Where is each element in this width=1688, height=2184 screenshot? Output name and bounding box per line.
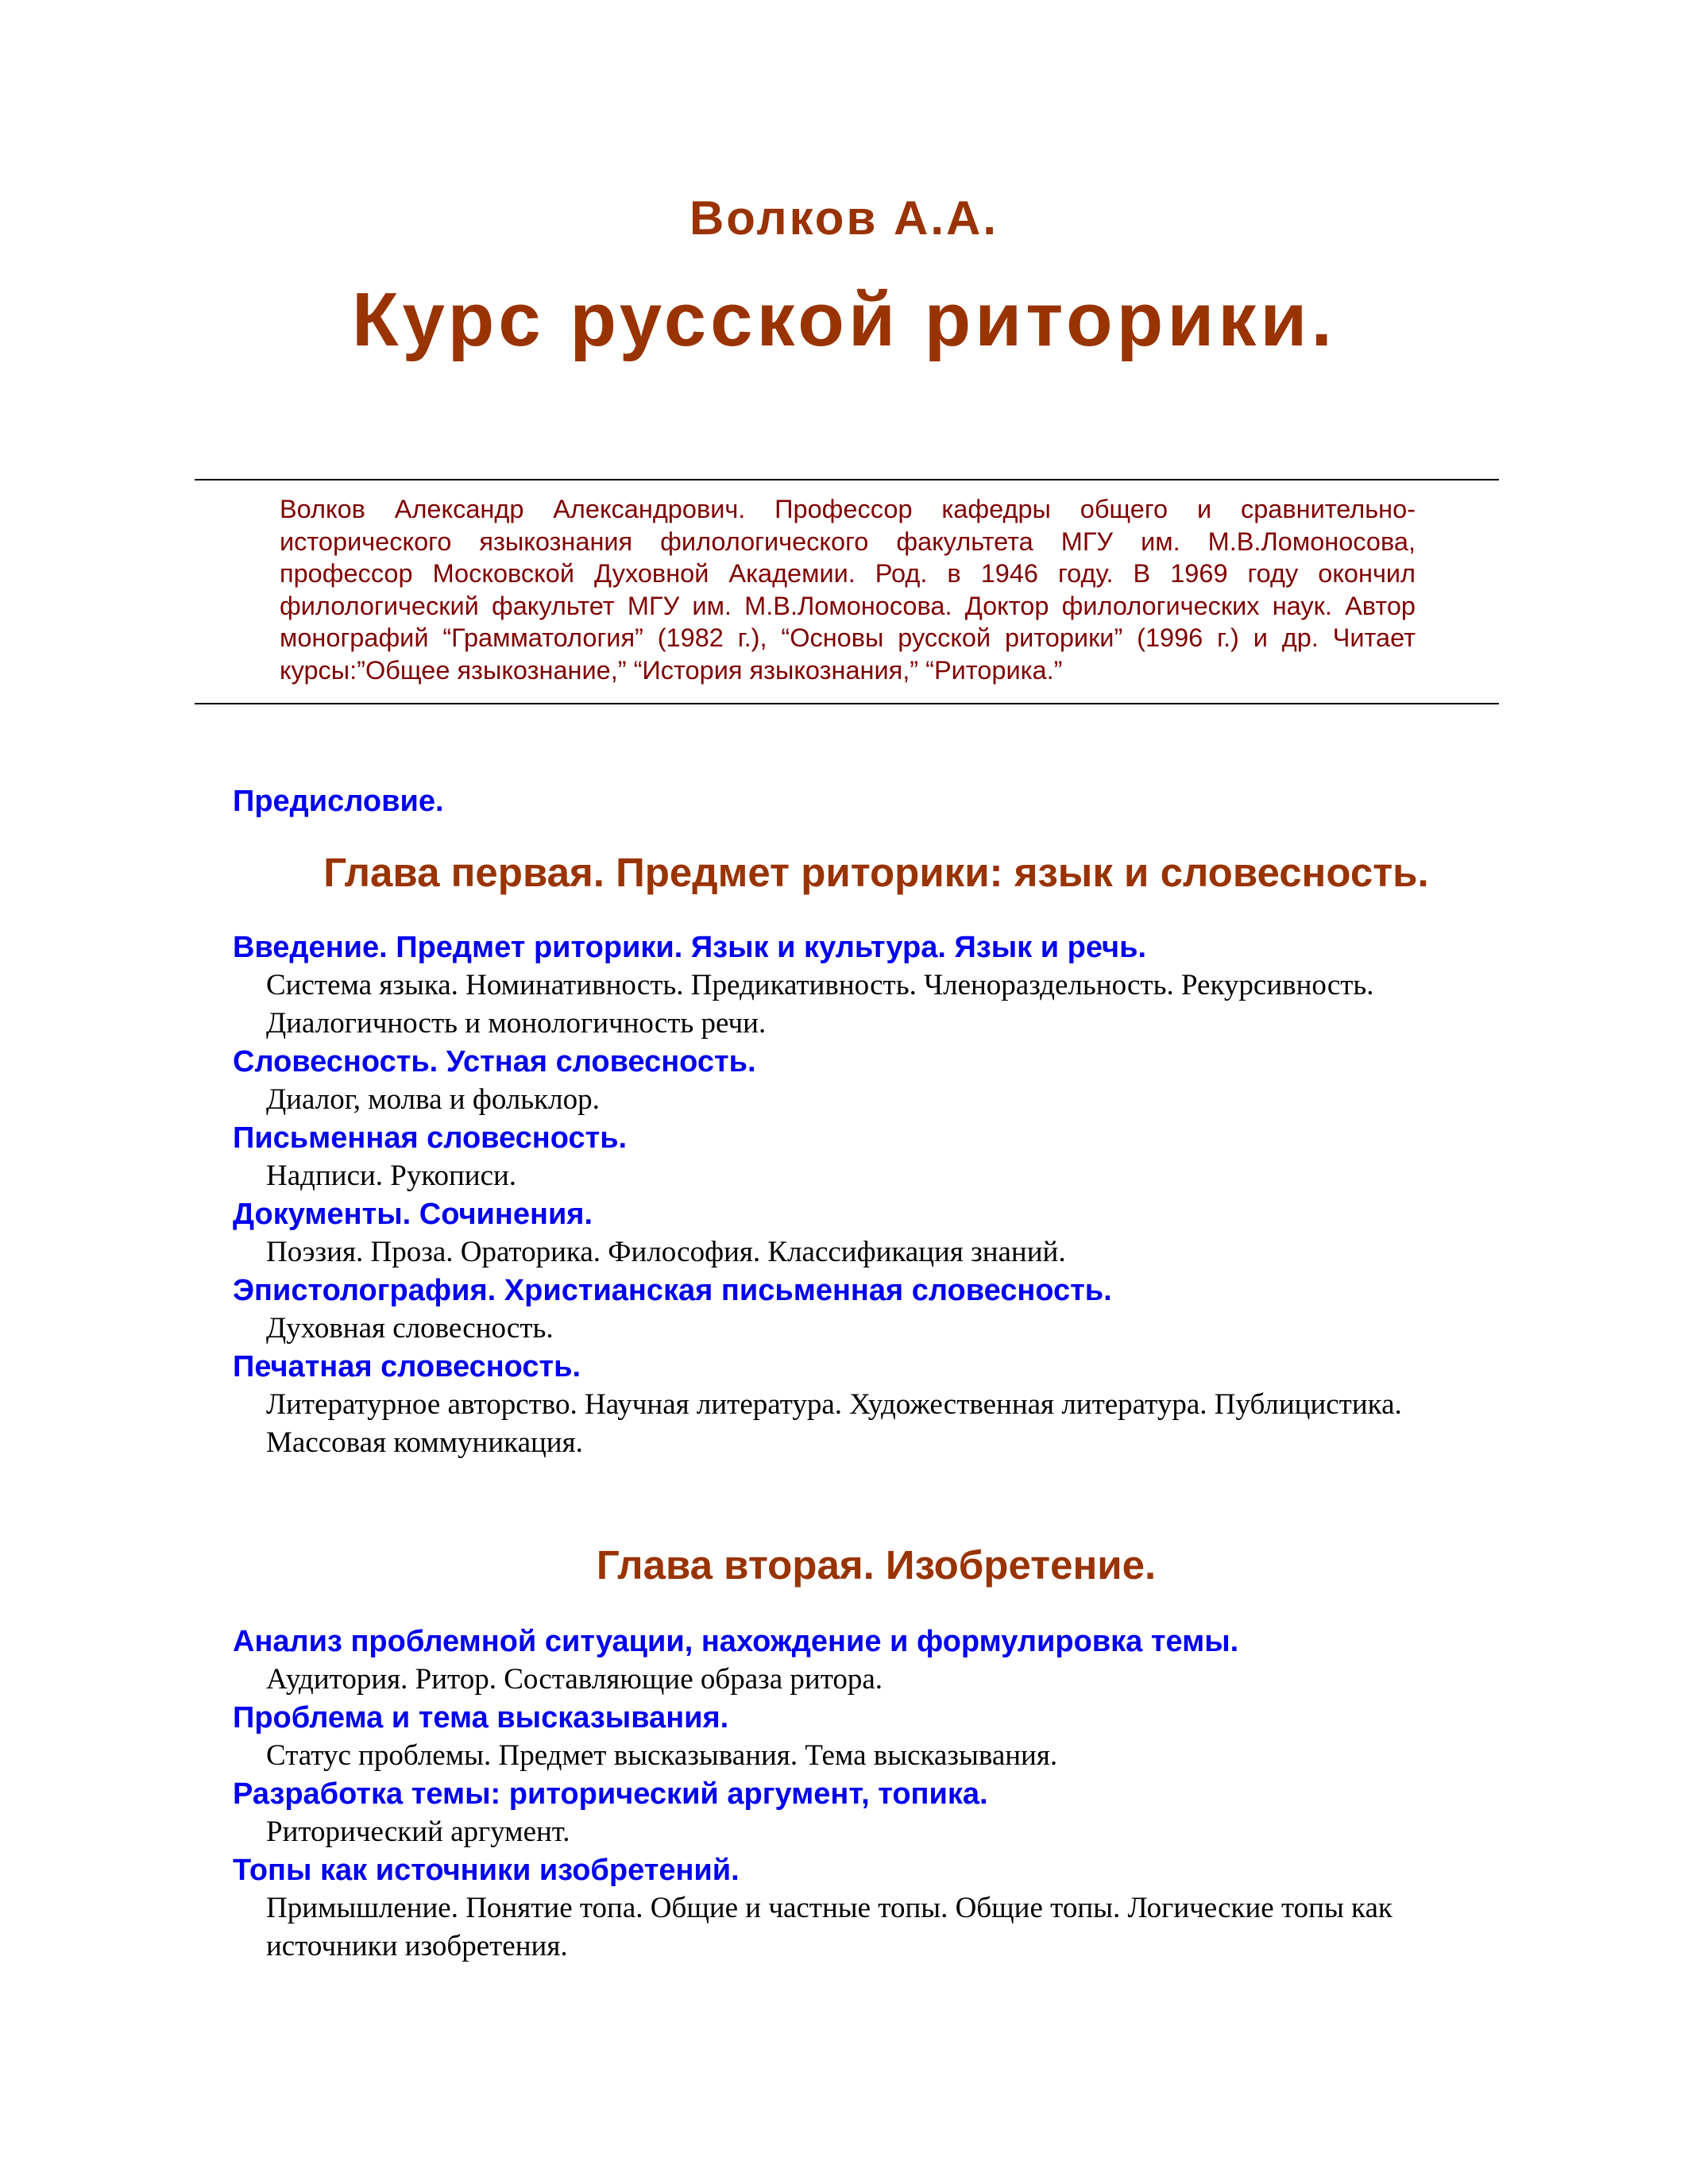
toc-link-introduction[interactable]: Введение. Предмет риторики. Язык и культура. Язык и речь. [233, 931, 1147, 964]
toc-link-theme-development[interactable]: Разработка темы: риторический аргумент, топика. [233, 1777, 988, 1811]
section-description: Надписи. Рукописи. [266, 1160, 517, 1192]
toc-link-problem-theme[interactable]: Проблема и тема высказывания. [233, 1701, 729, 1734]
section-description: Примышление. Понятие топа. Общие и частные топы. Общие топы. Логические топы как источники изобретения. [266, 1892, 1393, 1962]
toc-link-topoi[interactable]: Топы как источники изобретений. [233, 1854, 740, 1887]
toc-link-written-literature[interactable]: Письменная словесность. [233, 1121, 628, 1155]
section-description: Диалог, молва и фольклор. [266, 1083, 600, 1116]
author-heading: Волков А.А. [689, 191, 999, 245]
section-description: Статус проблемы. Предмет высказывания. Тема высказывания. [266, 1739, 1058, 1772]
chapter-heading-1: Глава первая. Предмет риторики: язык и словесность. [323, 850, 1429, 895]
divider-bottom [195, 703, 1499, 704]
section-description: Духовная словесность. [266, 1312, 554, 1345]
book-title: Курс русской риторики. [351, 277, 1337, 362]
toc-link-epistolography[interactable]: Эпистолография. Христианская письменная словесность. [233, 1274, 1112, 1307]
section-description: Риторический аргумент. [266, 1815, 570, 1848]
toc-link-oral-literature[interactable]: Словесность. Устная словесность. [233, 1045, 756, 1078]
table-of-contents [233, 782, 1520, 1966]
toc-link-print-literature[interactable]: Печатная словесность. [233, 1350, 581, 1383]
section-description: Литературное авторство. Научная литература. Художественная литература. Публицистика. Массовая коммуникация. [266, 1388, 1402, 1459]
toc-link-problem-analysis[interactable]: Анализ проблемной ситуации, нахождение и формулировка темы. [233, 1625, 1239, 1658]
section-description: Поэзия. Проза. Ораторика. Философия. Классификация знаний. [266, 1236, 1066, 1268]
toc-link-documents[interactable]: Документы. Сочинения. [233, 1198, 593, 1231]
section-description: Аудитория. Ритор. Составляющие образа ритора. [266, 1663, 883, 1696]
author-bio: Волков Александр Александрович. Профессор кафедры общего и сравнительно-исторического языкознания филологического факультета МГУ им. М.В.Ломоносова, профессор Московской Духовной Академии. Род. в 1946 году. В 1969 году окончил филологический факультет МГУ им. М.В.Ломоносова. Доктор филологических наук. Автор монографий “Грамматология” (1982 г.), “Основы русской риторики” (1996 г.) и др. Читает курсы:”Общее языкознание,” “История языкознания,” “Риторика.” [280, 495, 1416, 685]
divider-top [195, 479, 1499, 480]
section-description: Система языка. Номинативность. Предикативность. Членораздельность. Рекурсивность. Диалогичность и монологичность речи. [266, 969, 1374, 1040]
toc-link-preface[interactable]: Предисловие. [233, 785, 444, 818]
chapter-heading-2: Глава вторая. Изобретение. [596, 1542, 1157, 1588]
